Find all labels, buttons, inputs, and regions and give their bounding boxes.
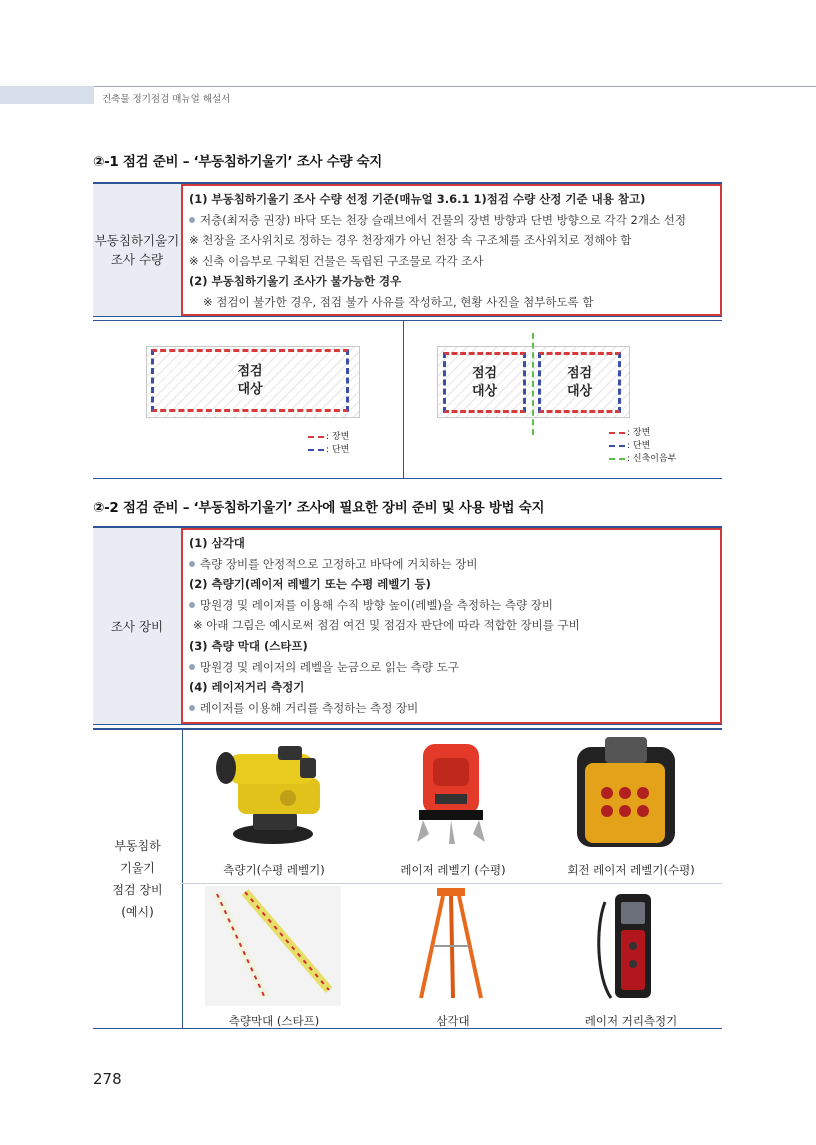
- long-side-line-icon: [609, 432, 625, 434]
- tripod-heading: (1) 삼각대: [189, 536, 245, 550]
- long-side-line-icon: [308, 436, 324, 438]
- expansion-joint-line: [532, 333, 534, 435]
- tripod-image: [413, 886, 489, 1006]
- header-rule: [94, 86, 816, 87]
- tripod-desc: 측량 장비를 안정적으로 고정하고 바닥에 거치하는 장비: [189, 554, 714, 575]
- rangefinder-heading: (4) 레이저거리 측정기: [189, 680, 305, 695]
- running-title: 건축물 정기점검 매뉴얼 해설서: [102, 94, 231, 105]
- section1-title: ②-1 점검 준비 – ‘부동침하기울기’ 조사 수량 숙지: [93, 154, 383, 170]
- criteria-bullet: 저층(최저층 권장) 바닥 또는 천장 슬래브에서 건물의 장변 방향과 단변 방향으로 각각 2개소 선정: [189, 210, 714, 231]
- bullet-icon: [189, 602, 195, 608]
- inspection-target-box-2: 점검 대상: [538, 352, 621, 413]
- staff-heading: (3) 측량 막대 (스타프): [189, 638, 308, 653]
- rotary-laser-image: [571, 735, 681, 853]
- staff-desc: 망원경 및 레이저의 레벨을 눈금으로 읽는 측량 도구: [189, 657, 714, 678]
- leveling-staff-image: [205, 886, 341, 1006]
- caption-staff: 측량막대 (스타프): [228, 1014, 320, 1028]
- short-side-line-icon: [609, 445, 625, 447]
- layout-figures: [93, 320, 722, 479]
- rangefinder-desc: 레이저를 이용해 거리를 측정하는 측정 장비: [189, 698, 714, 719]
- section2-title: ②-2 점검 준비 – ‘부동침하기울기’ 조사에 필요한 장비 준비 및 사용 방법 숙지: [93, 500, 545, 516]
- caption-rotary-laser: 회전 레이저 레벨기(수평): [567, 863, 695, 877]
- laser-level-image: [409, 738, 493, 848]
- page-number: 278: [93, 1070, 122, 1088]
- equipment-label: 조사 장비: [93, 528, 182, 724]
- level-heading: (2) 측량기(레이저 레벨기 또는 수평 레벨기 등): [189, 577, 431, 592]
- figure-divider: [403, 321, 404, 478]
- level-desc: 망원경 및 레이저를 이용해 수직 방향 높이(레벨)을 측정하는 측량 장비: [189, 595, 714, 616]
- auto-level-image: [208, 738, 338, 850]
- joint-note: ※ 신축 이음부로 구획된 건물은 독립된 구조물로 각각 조사: [189, 253, 484, 268]
- level-note: ※ 아래 그림은 예시로써 점검 여건 및 점검자 판단에 따라 적합한 장비를 구비: [193, 618, 580, 633]
- label-line2: 조사 수량: [110, 252, 164, 267]
- survey-quantity-table: [93, 182, 722, 317]
- joint-line-icon: [609, 458, 625, 460]
- equipment-table: [93, 526, 722, 725]
- label-line1: 부동침하기울기: [94, 233, 180, 248]
- caption-auto-level: 측량기(수평 레벨기): [223, 863, 325, 877]
- inspection-target-box-1: 점검 대상: [443, 352, 526, 413]
- header-accent-bar: [0, 86, 94, 104]
- rangefinder-image: [593, 888, 659, 1006]
- equipment-examples: [93, 728, 722, 1029]
- row-divider: [182, 883, 722, 884]
- left-legend: : 장변 : 단변: [308, 431, 349, 457]
- bullet-icon: [189, 664, 195, 670]
- bullet-icon: [189, 561, 195, 567]
- caption-tripod: 삼각대: [436, 1014, 470, 1028]
- caption-laser-level: 레이저 레벨기 (수평): [400, 863, 506, 877]
- survey-quantity-label: [93, 184, 182, 316]
- ceiling-note: ※ 천장을 조사위치로 정하는 경우 천장재가 아닌 천장 속 구조체를 조사위치로 정해야 함: [189, 233, 632, 248]
- criteria-heading: (1) 부동침하기울기 조사 수량 선정 기준(매뉴얼 3.6.1 1)점검 수량 산정 기준 내용 참고): [189, 192, 646, 206]
- bullet-icon: [189, 217, 195, 223]
- impossible-heading: (2) 부동침하기울기 조사가 불가능한 경우: [189, 274, 402, 289]
- caption-rangefinder: 레이저 거리측정기: [584, 1014, 678, 1028]
- survey-quantity-content: [181, 184, 722, 316]
- bullet-icon: [189, 705, 195, 711]
- short-side-line-icon: [308, 449, 324, 451]
- inspection-target-box: 점검 대상: [151, 349, 349, 412]
- right-legend: : 장변 : 단변 : 신축이음부: [609, 427, 676, 466]
- impossible-note: ※ 점검이 불가한 경우, 점검 불가 사유를 작성하고, 현황 사진을 첨부하도록 함: [203, 294, 594, 309]
- equipment-content: [181, 528, 722, 724]
- equipment-examples-label: 부동침하 기울기 점검 장비 (예시): [93, 730, 183, 1028]
